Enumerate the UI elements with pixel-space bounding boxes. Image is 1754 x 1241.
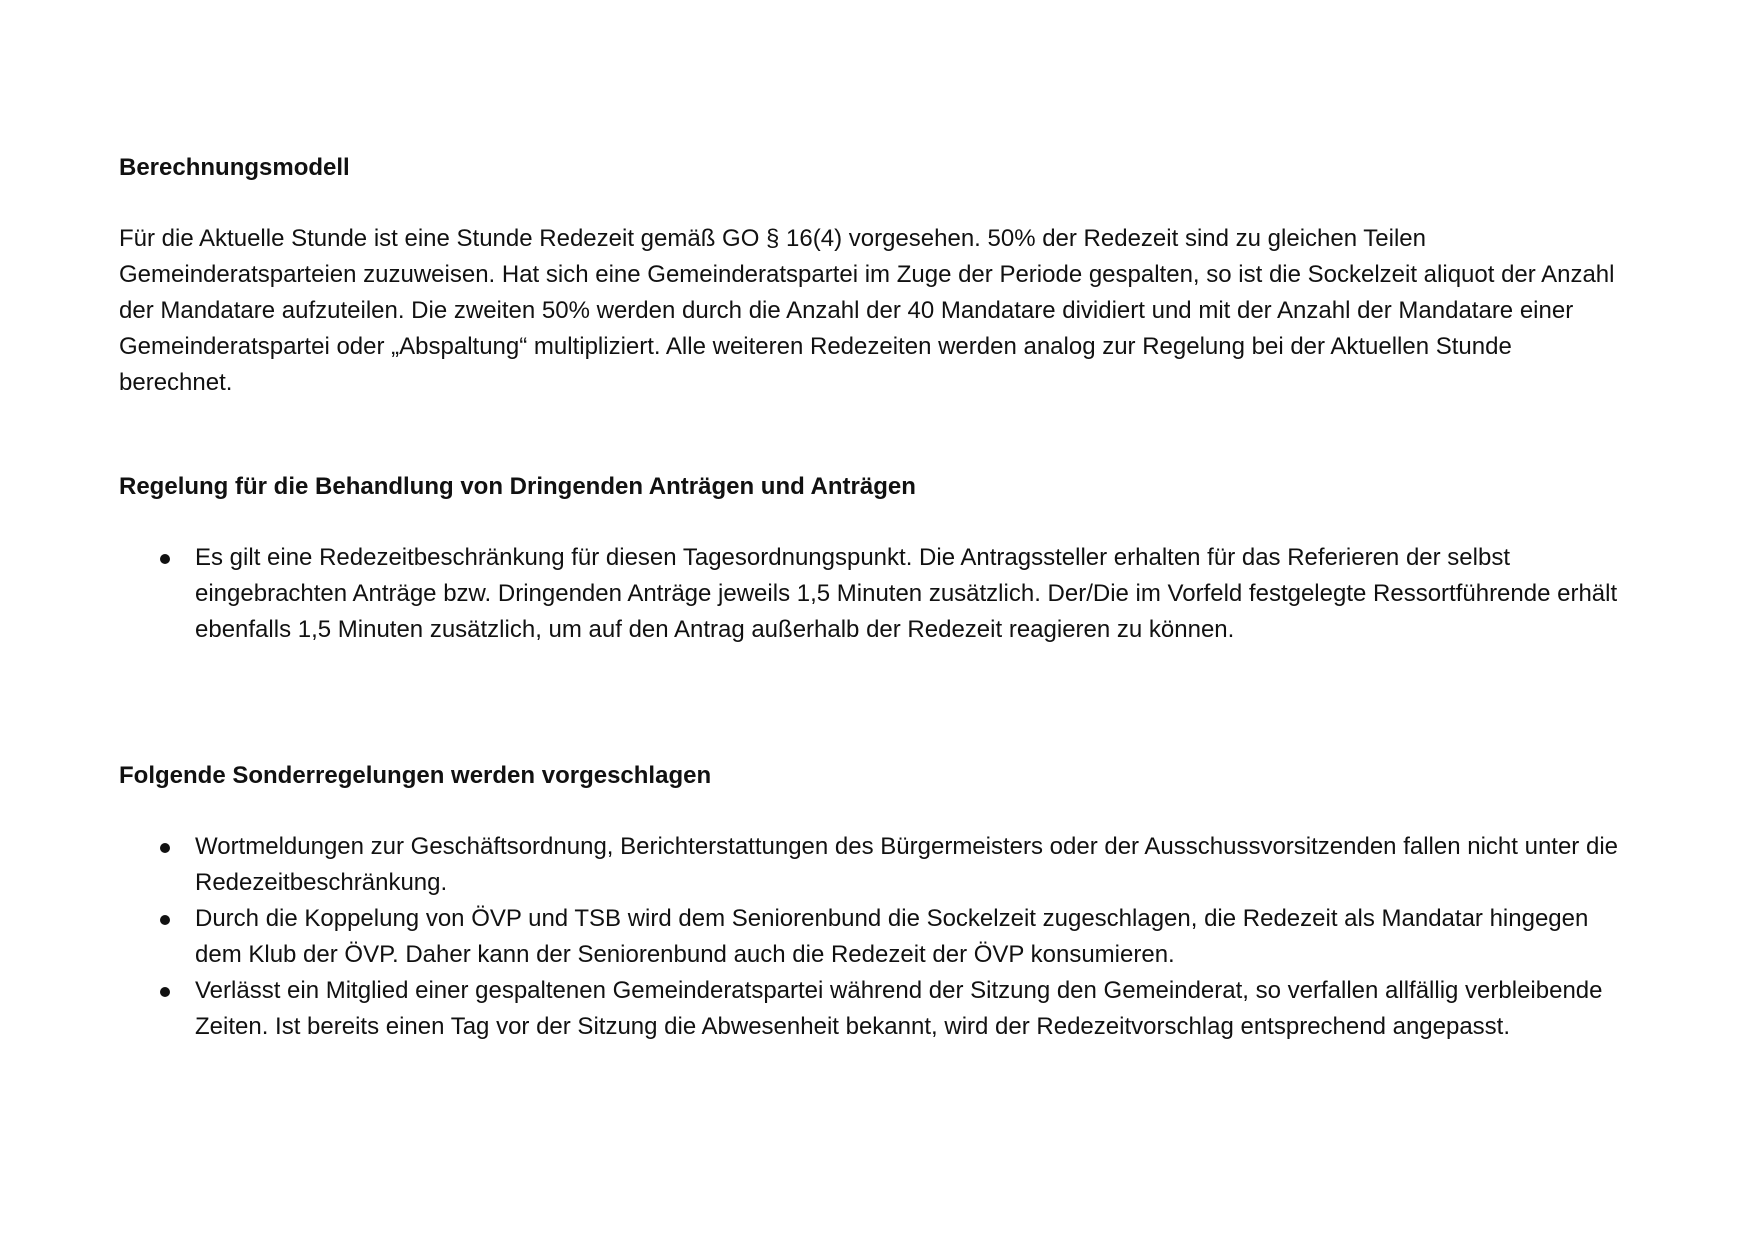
- section-paragraph: Für die Aktuelle Stunde ist eine Stunde Redezeit gemäß GO § 16(4) vorgesehen. 50% der Redezeit sind zu gleichen Teilen Gemeinderatsparteien zuzuweisen. Hat sich eine Gemeinderatspartei im Zuge der Periode gespalten, so ist die Sockelzeit aliquot der Anzahl der Mandatare aufzuteilen. Die zweiten 50% werden durch die Anzahl der 40 Mandatare dividiert und mit der Anzahl der Mandatare einer Gemeinderatspartei oder „Abspaltung“ multipliziert. Alle weiteren Redezeiten werden analog zur Regelung bei der Aktuellen Stunde berechnet.: [119, 225, 1615, 396]
- section-sonderregelungen: [119, 758, 1629, 1045]
- list-item-text: Verlässt ein Mitglied einer gespaltenen Gemeinderatspartei während der Sitzung den Gemeinderat, so verfallen allfällig verbleibende Zeiten. Ist bereits einen Tag vor der Sitzung die Abwesenheit bekannt, wird der Redezeitvorschlag entsprechend angepasst.: [195, 977, 1603, 1040]
- list-item: [119, 973, 1629, 1045]
- bullet-icon: [160, 915, 170, 925]
- section-berechnungsmodell: [119, 150, 1629, 401]
- list-item: [119, 829, 1629, 901]
- bullet-icon: [160, 554, 170, 564]
- list-item-text: Es gilt eine Redezeitbeschränkung für diesen Tagesordnungspunkt. Die Antragssteller erhalten für das Referieren der selbst eingebrachten Anträge bzw. Dringenden Anträge jeweils 1,5 Minuten zusätzlich. Der/Die im Vorfeld festgelegte Ressortführende erhält ebenfalls 1,5 Minuten zusätzlich, um auf den Antrag außerhalb der Redezeit reagieren zu können.: [195, 544, 1618, 643]
- section-heading: Regelung für die Behandlung von Dringenden Anträgen und Anträgen: [119, 473, 916, 500]
- list-item-text: Wortmeldungen zur Geschäftsordnung, Berichterstattungen des Bürgermeisters oder der Ausschussvorsitzenden fallen nicht unter die Redezeitbeschränkung.: [195, 833, 1618, 896]
- list-item-text: Durch die Koppelung von ÖVP und TSB wird dem Seniorenbund die Sockelzeit zugeschlagen, die Redezeit als Mandatar hingegen dem Klub der ÖVP. Daher kann der Seniorenbund auch die Redezeit der ÖVP konsumieren.: [195, 905, 1589, 968]
- section-heading: Berechnungsmodell: [119, 154, 350, 181]
- list-item: [119, 540, 1629, 648]
- section-heading: Folgende Sonderregelungen werden vorgeschlagen: [119, 762, 712, 789]
- bullet-list: [119, 540, 1629, 648]
- list-item: [119, 901, 1629, 973]
- bullet-icon: [160, 987, 170, 997]
- bullet-icon: [160, 843, 170, 853]
- bullet-list: [119, 829, 1629, 1045]
- section-dringende-antraege: [119, 469, 1629, 648]
